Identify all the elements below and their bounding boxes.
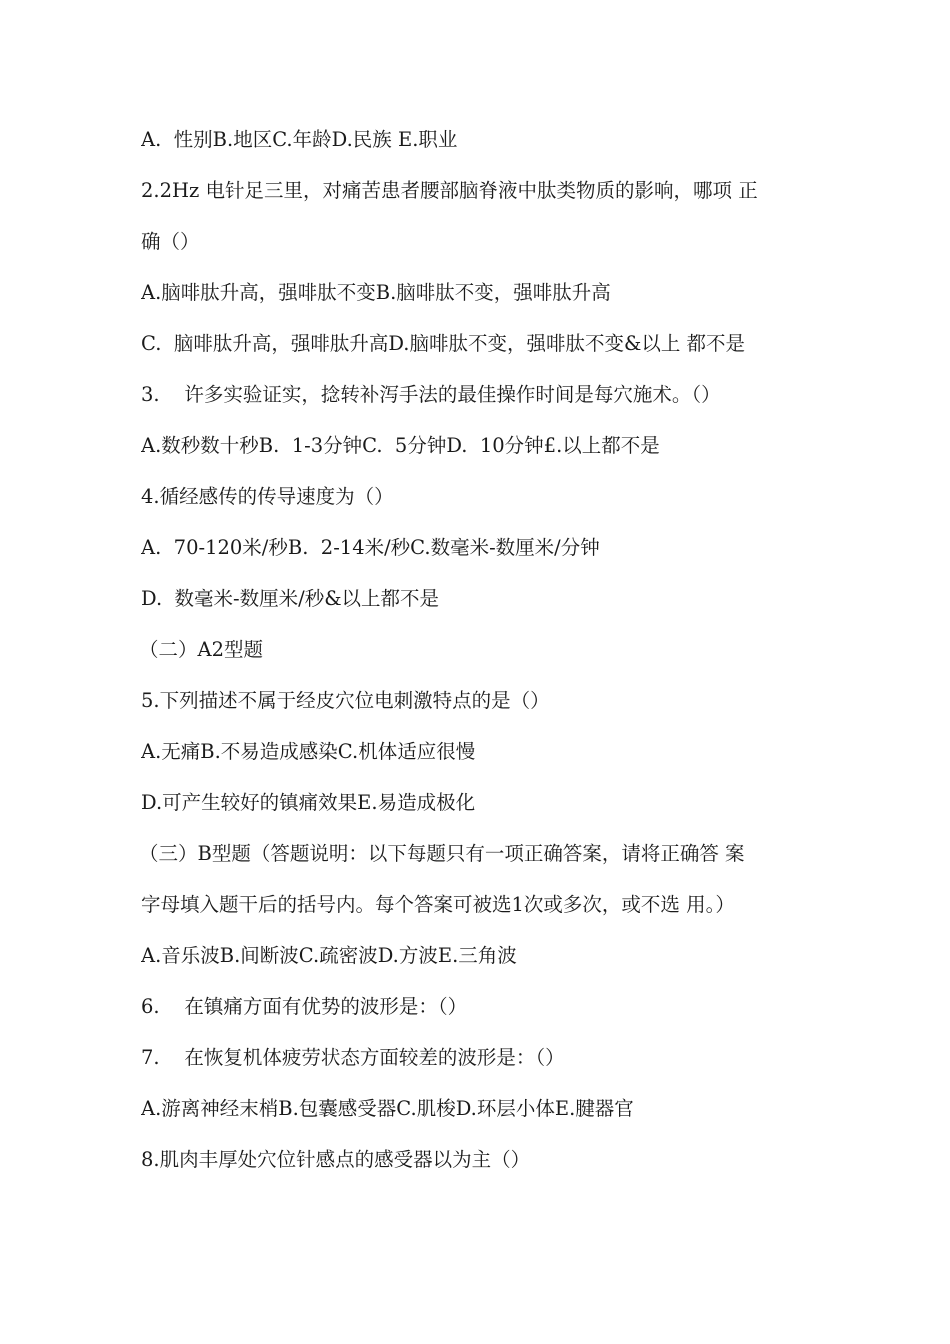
text-line-question-2-stem: 2.2Hz 电针足三里，对痛苦患者腰部脑脊液中肽类物质的影响，哪项 正 — [141, 179, 758, 202]
text-line-question-2-options-cde: C. 脑啡肽升高，强啡肽升高D.脑啡肽不变，强啡肽不变&以上 都不是 — [141, 332, 746, 355]
section-heading-b: （三）B型题（答题说明：以下每题只有一项正确答案，请将正确答 案 — [139, 842, 745, 865]
text-line-question-5-stem: 5.下列描述不属于经皮穴位电刺激特点的是（） — [141, 689, 550, 712]
text-line-section-b-instructions: 字母填入题干后的括号内。每个答案可被选1次或多次，或不选 用。） — [141, 893, 735, 916]
text-line-question-7-stem: 7. 在恢复机体疲劳状态方面较差的波形是：（） — [141, 1046, 565, 1069]
text-line-question-1-options: A. 性别B.地区C.年龄D.民族 E.职业 — [141, 128, 458, 151]
text-line-question-3-stem: 3. 许多实验证实，捻转补泻手法的最佳操作时间是每穴施术。（） — [141, 383, 721, 406]
text-line-question-4-stem: 4.循经感传的传导速度为（） — [141, 485, 394, 508]
text-line-question-8-stem: 8.肌肉丰厚处穴位针感点的感受器以为主（） — [141, 1148, 531, 1171]
section-heading-a2: （二）A2型题 — [139, 638, 263, 661]
text-line-question-5-options-de: D.可产生较好的镇痛效果E.易造成极化 — [141, 791, 476, 814]
text-line-question-4-options-abc: A. 70-120米/秒B. 2-14米/秒C.数毫米-数厘米/分钟 — [141, 536, 600, 559]
text-line-question-4-options-de: D. 数毫米-数厘米/秒&以上都不是 — [141, 587, 440, 610]
text-line-question-5-options-abc: A.无痛B.不易造成感染C.机体适应很慢 — [141, 740, 476, 763]
text-line-shared-options-waveforms: A.音乐波B.间断波C.疏密波D.方波E.三角波 — [141, 944, 517, 967]
text-line-question-2-options-ab: A.脑啡肽升高，强啡肽不变B.脑啡肽不变，强啡肽升高 — [141, 281, 611, 304]
text-line-shared-options-receptors: A.游离神经末梢B.包囊感受器C.肌梭D.环层小体E.腱器官 — [141, 1097, 634, 1120]
text-line-question-6-stem: 6. 在镇痛方面有优势的波形是：（） — [141, 995, 468, 1018]
text-line-question-2-stem-cont: 确（） — [141, 230, 200, 253]
text-line-question-3-options: A.数秒数十秒B. 1-3分钟C. 5分钟D. 10分钟£.以上都不是 — [141, 434, 660, 457]
